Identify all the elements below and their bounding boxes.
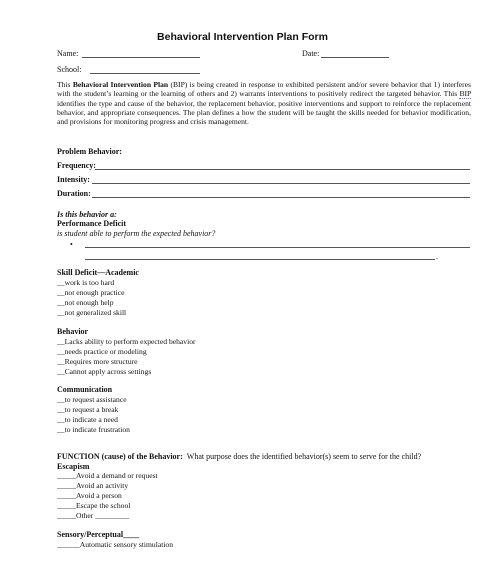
end-period: . (436, 252, 438, 261)
name-field[interactable] (82, 57, 200, 58)
communication-heading: Communication (57, 385, 113, 394)
performance-answer-line-2[interactable] (85, 259, 435, 260)
intro-text-1: This (57, 80, 73, 89)
problem-behavior-heading: Problem Behavior: (57, 147, 122, 156)
bullet-icon: • (70, 240, 73, 249)
frequency-label: Frequency: (57, 161, 96, 170)
escapism-item: _____Avoid a demand or request (57, 471, 158, 480)
behavior-item: __needs practice or modeling (57, 347, 147, 356)
intro-bip-dotted: BIP (459, 89, 471, 99)
skill-deficit-item: __not generalized skill (57, 308, 127, 317)
sensory-heading: Sensory/Perceptual____ (57, 530, 140, 539)
behavior-heading: Behavior (57, 327, 89, 336)
skill-deficit-item: __work is too hard (57, 278, 115, 287)
school-field[interactable] (90, 73, 200, 74)
intro-paragraph (57, 80, 471, 126)
intro-text-2: (BIP) is being created in response to exhibited persistent and/or severe behavior that 1) interferes with the student’s learning or the learning of others and 2) warrants interventions to positively redirect the targeted behavior. This (57, 80, 471, 99)
communication-item: __to request a break (57, 405, 119, 414)
behavior-item: __Requires more structure (57, 357, 138, 366)
skill-deficit-item: __not enough help (57, 298, 114, 307)
communication-item: __to indicate a need (57, 415, 118, 424)
performance-question: is student able to perform the expected behavior? (57, 229, 216, 238)
intro-bip-bold: Behavioral Intervention Plan (72, 80, 169, 89)
behavior-item: __Cannot apply across settings (57, 367, 152, 376)
form-title: Behavioral Intervention Plan Form (157, 31, 328, 43)
skill-deficit-heading: Skill Deficit—Academic (57, 268, 139, 277)
escapism-heading: Escapism (57, 462, 90, 471)
escapism-item: _____Avoid an activity (57, 481, 129, 490)
function-line (57, 452, 421, 462)
duration-field[interactable] (92, 197, 470, 198)
name-label: Name: (57, 49, 79, 58)
intensity-label: Intensity: (57, 175, 90, 184)
escapism-item: _____Avoid a person (57, 491, 122, 500)
behavior-item: __Lacks ability to perform expected behavior (57, 337, 196, 346)
function-heading: FUNCTION (cause) of the Behavior: (57, 452, 183, 461)
escapism-item: _____Other _________ (57, 511, 130, 520)
date-label: Date: (302, 49, 320, 58)
duration-label: Duration: (57, 189, 91, 198)
skill-deficit-item: __not enough practice (57, 288, 125, 297)
date-field[interactable] (321, 57, 389, 58)
communication-item: __to indicate frustration (57, 425, 130, 434)
school-label: School: (57, 65, 82, 74)
intro-text-3: identifies the type and cause of the behavior, the replacement behavior, positive interventions and support to reinforce the replacement behavior, and appropriate consequences. The plan defines a how the student will be taught the skills needed for behavior modification, and provisions for monitoring progress and crisis management. (57, 98, 471, 127)
is-this-behavior-question: Is this behavior a: (57, 210, 117, 219)
communication-item: __to request assistance (57, 395, 127, 404)
performance-deficit-heading: Performance Deficit (57, 219, 127, 228)
intensity-field[interactable] (92, 183, 470, 184)
function-question: What purpose does the identified behavior(s) seem to serve for the child? (186, 452, 422, 461)
performance-answer-line-1[interactable] (85, 247, 470, 248)
sensory-item: ______Automatic sensory stimulation (57, 540, 174, 549)
frequency-field[interactable] (95, 169, 470, 170)
escapism-item: _____Escape the school (57, 501, 131, 510)
